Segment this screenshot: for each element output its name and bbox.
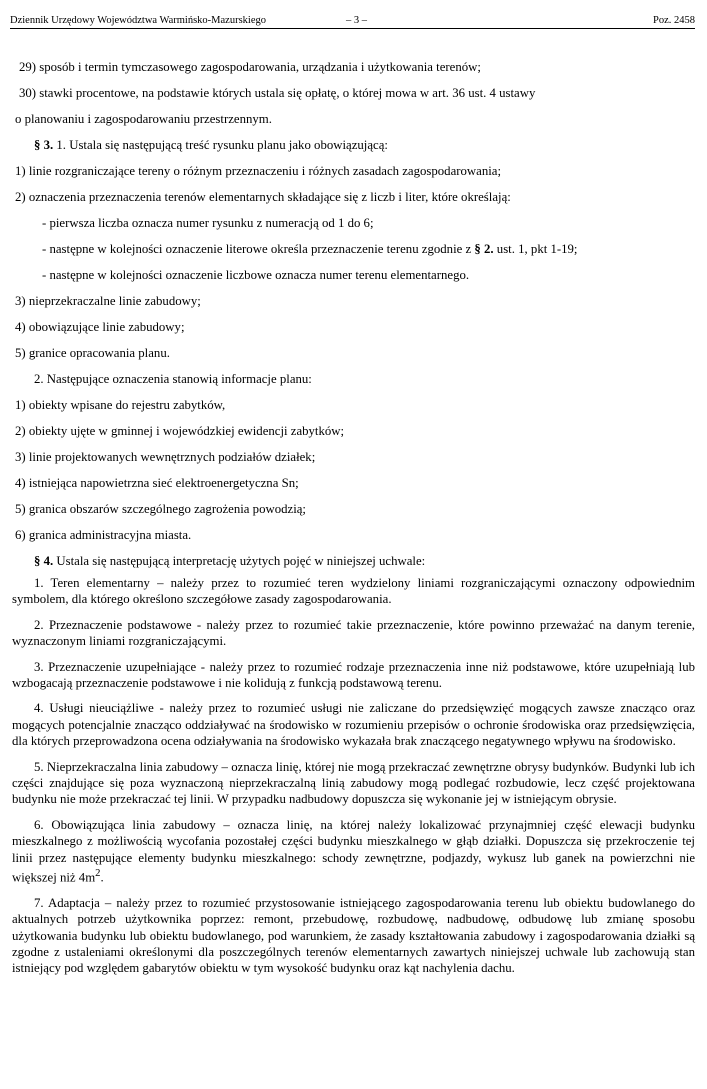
section-3-heading [12,137,695,163]
info-item: 2) obiekty ujęte w gminnej i wojewódzkiej ewidencji zabytków; [15,424,345,438]
section-mark: § 3. [34,138,54,152]
section-4-heading [12,553,695,575]
definition-paragraph [12,817,695,886]
list-item: 2) oznaczenia przeznaczenia terenów elementarnych składające się z liczb i liter, które określają: [15,190,511,204]
page-header [10,8,695,29]
definition-paragraph: 4. Usługi nieuciążliwe - należy przez to rozumieć usługi nie zaliczane do przedsięwzięć mogących zawsze znacząco oraz mogących potencjalnie znacząco oddziaływać na środowisko w rozumieniu przepisów o ochronie środowiska oraz przedsięwzięcia, dla których przeprowadzona ocena odziaływania na środowisko wykazała brak znaczącego negatywnego wpływu na środowisko. [12,701,695,749]
info-item: 4) istniejąca napowietrzna sieć elektroenergetyczna Sn; [15,476,299,490]
list-item: 30) stawki procentowe, na podstawie których ustala się opłatę, o której mowa w art. 36 ust. 4 ustawy [19,86,536,100]
list-item: 5) granice opracowania planu. [15,346,170,360]
definition-paragraph: 2. Przeznaczenie podstawowe - należy przez to rozumieć takie przeznaczenie, które powinno przeważać na danym terenie, wyznaczonym liniami rozgraniczającymi. [12,617,695,649]
dash-item: - następne w kolejności oznaczenie liczbowe oznacza numer terenu elementarnego. [42,268,470,282]
section-mark: § 4. [34,554,54,568]
definition-paragraph: 5. Nieprzekraczalna linia zabudowy – oznacza linię, której nie mogą przekraczać zewnętrzne obrysy budynków. Budynki lub ich części znajdujące się poza wyznaczoną nieprzekraczalną linią zabudowy mogą podlegać rozbudowie, lecz część projektowana budynku nie może przekraczać tej linii. W przypadku nadbudowy dopuszcza się wykonanie jej w istniejącym obrysie. [12,759,695,807]
dash-item [12,241,695,267]
list-item-continuation: o planowaniu i zagospodarowaniu przestrzennym. [15,112,272,126]
section-ref: § 2. [474,242,494,256]
definition-paragraph: 1. Teren elementarny – należy przez to rozumieć teren wydzielony liniami rozgraniczającymi oznaczony odpowiednim symbolem, dla którego określono szczegółowe zasady zagospodarowania. [12,576,695,607]
position-number: Poz. 2458 [653,15,695,26]
paragraph-end: . [100,870,104,885]
list-item: 1) linie rozgraniczające tereny o różnym przeznaczeniu i różnych zasadach zagospodarowania; [15,164,502,178]
list-item: 29) sposób i termin tymczasowego zagospodarowania, urządzania i użytkowania terenów; [19,60,481,74]
paragraph-text: 6. Obowiązująca linia zabudowy – oznacza linię, na której należy lokalizować przynajmniej część elewacji budynku mieszkalnego z możliwością wycofania pozostałej części budynku mieszkalnego w głąb działki. Dopuszcza się przekroczenie tej linii przez następujące elementy budynku mieszkalnego: schody zewnętrzne, podjazdy, wykusz lub ganek na powierzchni nie większej niż 4m [12,817,695,885]
info-item: 3) linie projektowanych wewnętrznych podziałów działek; [15,450,316,464]
info-item: 6) granica administracyjna miasta. [15,528,192,542]
section-text: Ustala się następującą interpretację użytych pojęć w niniejszej uchwale: [53,554,426,568]
dash-text: - następne w kolejności oznaczenie literowe określa przeznaczenie terenu zgodnie z [42,242,475,256]
info-item: 5) granica obszarów szczególnego zagrożenia powodzią; [15,502,306,516]
definition-paragraph: 7. Adaptacja – należy przez to rozumieć przystosowanie istniejącego zagospodarowania terenu lub obiektu budowlanego do aktualnych potrzeb użytkownika poprzez: remont, przebudowę, rozbudowę, nadbudowę, odbudowę lub zmianę sposobu użytkowania budynku lub obiektu budowlanego, pod warunkiem, że zasady kształtowania zabudowy i zagospodarowania działki są zgodne z ustaleniami określonymi dla poszczególnych terenów elementarnych zawartych niniejszej uchwale lub zachowują stan istniejący pod względem gabarytów obiektu w tym wysokość budynku oraz kąt nachylenia dachu. [12,895,695,976]
section-text: 1. Ustala się następującą treść rysunku planu jako obowiązującą: [53,138,388,152]
dash-text-end: ust. 1, pkt 1-19; [493,242,578,256]
document-body [12,59,695,986]
paragraph-2: 2. Następujące oznaczenia stanowią informacje planu: [34,372,312,386]
dash-item: - pierwsza liczba oznacza numer rysunku z numeracją od 1 do 6; [42,216,374,230]
definition-paragraph: 3. Przeznaczenie uzupełniające - należy przez to rozumieć rodzaje przeznaczenia inne niż podstawowe, które uzupełniają lub wzbogacają przeznaczenie podstawowe i nie kolidują z funkcją podstawową terenu. [12,659,695,691]
list-item: 4) obowiązujące linie zabudowy; [15,320,185,334]
info-item: 1) obiekty wpisane do rejestru zabytków, [15,398,226,412]
page-number: – 3 – [346,15,367,26]
superscript: 2 [95,868,101,880]
list-item: 3) nieprzekraczalne linie zabudowy; [15,294,201,308]
journal-title: Dziennik Urzędowy Województwa Warmińsko-Mazurskiego [10,15,266,26]
